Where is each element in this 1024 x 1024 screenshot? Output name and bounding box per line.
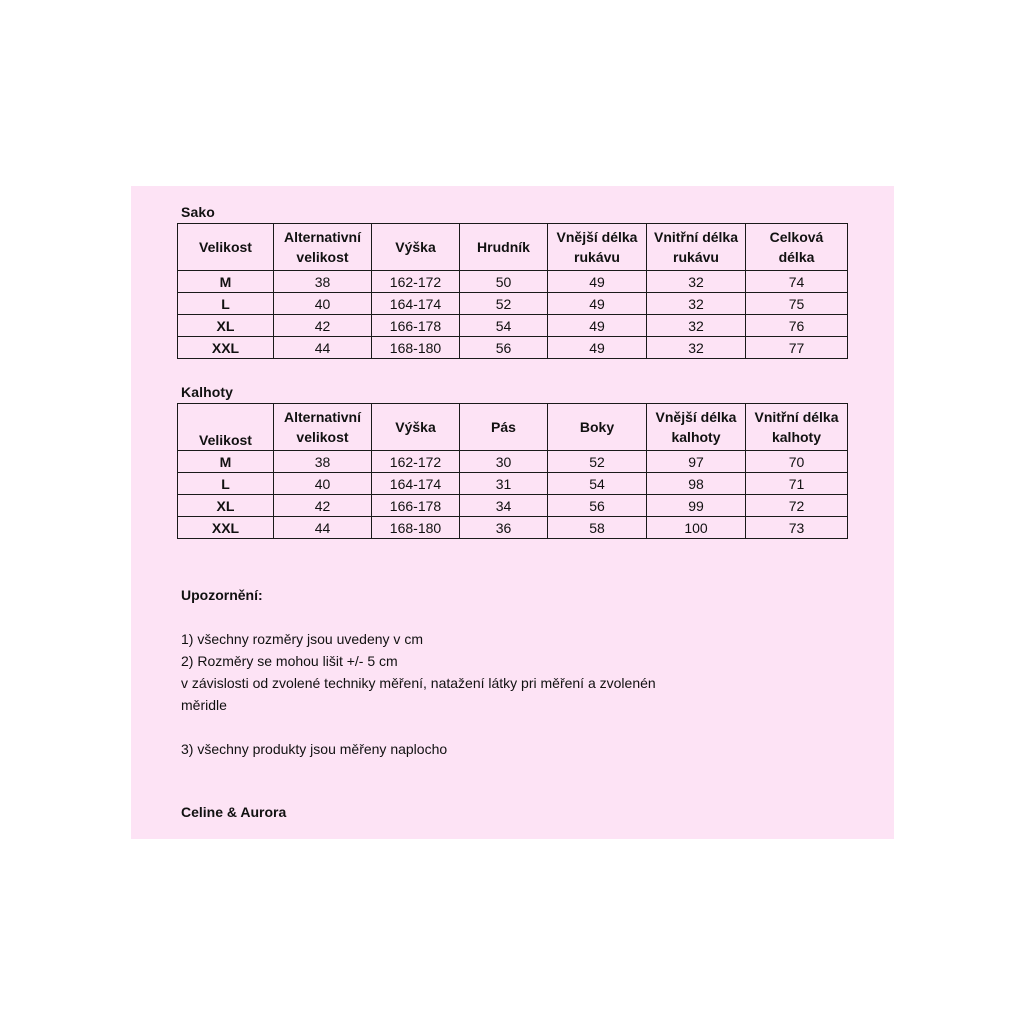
trousers-header-text: Vnitřní délka <box>754 409 839 425</box>
measurement-cell: 168-180 <box>372 337 460 359</box>
trousers-header-row <box>178 404 848 451</box>
trousers-header-cell <box>548 404 647 451</box>
trousers-header-cell <box>372 404 460 451</box>
measurement-cell: 73 <box>746 517 848 539</box>
measurement-cell: 42 <box>274 495 372 517</box>
table-row <box>178 293 848 315</box>
trousers-size-table <box>177 403 848 539</box>
measurement-cell: 40 <box>274 473 372 495</box>
measurement-cell: 44 <box>274 517 372 539</box>
trousers-header-text: kalhoty <box>771 429 821 445</box>
trousers-title: Kalhoty <box>181 384 234 400</box>
jacket-header-cell <box>274 224 372 271</box>
trousers-header-text: Boky <box>579 419 615 435</box>
measurement-cell: 162-172 <box>372 271 460 293</box>
jacket-size-table <box>177 223 848 359</box>
measurement-cell: 30 <box>460 451 548 473</box>
measurement-cell: 34 <box>460 495 548 517</box>
measurement-cell: 32 <box>647 271 746 293</box>
trousers-header-cell <box>274 404 372 451</box>
measurement-cell: 162-172 <box>372 451 460 473</box>
measurement-cell: 100 <box>647 517 746 539</box>
measurement-cell: 168-180 <box>372 517 460 539</box>
measurement-cell: 32 <box>647 337 746 359</box>
jacket-header-cell <box>460 224 548 271</box>
size-label-cell: L <box>178 473 274 495</box>
jacket-header-text: Vnější délka <box>556 229 638 245</box>
jacket-header-cell <box>548 224 647 271</box>
measurement-cell: 97 <box>647 451 746 473</box>
trousers-header-cell <box>460 404 548 451</box>
measurement-cell: 38 <box>274 451 372 473</box>
size-label-cell: M <box>178 271 274 293</box>
measurement-cell: 75 <box>746 293 848 315</box>
trousers-header-text: Pás <box>491 419 516 435</box>
size-label-cell: XL <box>178 495 274 517</box>
note-line-5: 3) všechny produkty jsou měřeny naplocho <box>181 741 448 757</box>
jacket-header-text: velikost <box>296 249 349 265</box>
notes-block <box>181 584 656 760</box>
trousers-header-text: velikost <box>296 429 349 445</box>
trousers-header-text: Velikost <box>199 432 252 448</box>
measurement-cell: 49 <box>548 337 647 359</box>
measurement-cell: 50 <box>460 271 548 293</box>
measurement-cell: 49 <box>548 293 647 315</box>
table-row <box>178 495 848 517</box>
measurement-cell: 49 <box>548 315 647 337</box>
trousers-header-cell <box>178 404 274 451</box>
brand-name: Celine & Aurora <box>181 804 287 820</box>
measurement-cell: 74 <box>746 271 848 293</box>
measurement-cell: 98 <box>647 473 746 495</box>
measurement-cell: 49 <box>548 271 647 293</box>
table-row <box>178 451 848 473</box>
jacket-header-cell <box>647 224 746 271</box>
jacket-header-cell <box>372 224 460 271</box>
measurement-cell: 44 <box>274 337 372 359</box>
jacket-header-cell <box>178 224 274 271</box>
size-label-cell: L <box>178 293 274 315</box>
trousers-header-text: Výška <box>395 419 436 435</box>
size-label-cell: XL <box>178 315 274 337</box>
notes-title: Upozornění: <box>181 587 263 603</box>
measurement-cell: 54 <box>548 473 647 495</box>
measurement-cell: 32 <box>647 315 746 337</box>
measurement-cell: 164-174 <box>372 293 460 315</box>
trousers-header-text: Vnější délka <box>655 409 737 425</box>
measurement-cell: 40 <box>274 293 372 315</box>
measurement-cell: 72 <box>746 495 848 517</box>
note-line-3: v závislosti od zvolené techniky měření, natažení látky pri měření a zvolenén <box>181 675 656 691</box>
jacket-header-text: Vnitřní délka <box>653 229 739 245</box>
jacket-title: Sako <box>181 204 215 220</box>
trousers-header-cell <box>647 404 746 451</box>
measurement-cell: 77 <box>746 337 848 359</box>
jacket-header-text: Celková <box>769 229 824 245</box>
size-label-cell: XXL <box>178 517 274 539</box>
jacket-header-text: Výška <box>395 239 436 255</box>
measurement-cell: 52 <box>548 451 647 473</box>
measurement-cell: 70 <box>746 451 848 473</box>
table-row <box>178 473 848 495</box>
table-row <box>178 517 848 539</box>
measurement-cell: 76 <box>746 315 848 337</box>
jacket-header-text: rukávu <box>574 249 620 265</box>
trousers-header-text: kalhoty <box>671 429 721 445</box>
measurement-cell: 32 <box>647 293 746 315</box>
measurement-cell: 56 <box>460 337 548 359</box>
note-line-4: měridle <box>181 697 227 713</box>
measurement-cell: 166-178 <box>372 315 460 337</box>
jacket-header-text: Hrudník <box>477 239 530 255</box>
measurement-cell: 42 <box>274 315 372 337</box>
measurement-cell: 36 <box>460 517 548 539</box>
jacket-header-cell <box>746 224 848 271</box>
measurement-cell: 54 <box>460 315 548 337</box>
measurement-cell: 31 <box>460 473 548 495</box>
jacket-header-text: Alternativní <box>283 229 361 245</box>
measurement-cell: 166-178 <box>372 495 460 517</box>
measurement-cell: 56 <box>548 495 647 517</box>
table-row <box>178 315 848 337</box>
jacket-header-text: délka <box>778 249 815 265</box>
measurement-cell: 71 <box>746 473 848 495</box>
measurement-cell: 164-174 <box>372 473 460 495</box>
measurement-cell: 38 <box>274 271 372 293</box>
jacket-header-row <box>178 224 848 271</box>
measurement-cell: 99 <box>647 495 746 517</box>
jacket-header-text: Velikost <box>199 239 252 255</box>
note-line-1: 1) všechny rozměry jsou uvedeny v cm <box>181 631 423 647</box>
note-line-2: 2) Rozměry se mohou lišit +/- 5 cm <box>181 653 398 669</box>
measurement-cell: 52 <box>460 293 548 315</box>
size-label-cell: M <box>178 451 274 473</box>
table-row <box>178 271 848 293</box>
trousers-header-text: Alternativní <box>283 409 361 425</box>
measurement-cell: 58 <box>548 517 647 539</box>
jacket-header-text: rukávu <box>673 249 719 265</box>
size-label-cell: XXL <box>178 337 274 359</box>
trousers-header-cell <box>746 404 848 451</box>
table-row <box>178 337 848 359</box>
